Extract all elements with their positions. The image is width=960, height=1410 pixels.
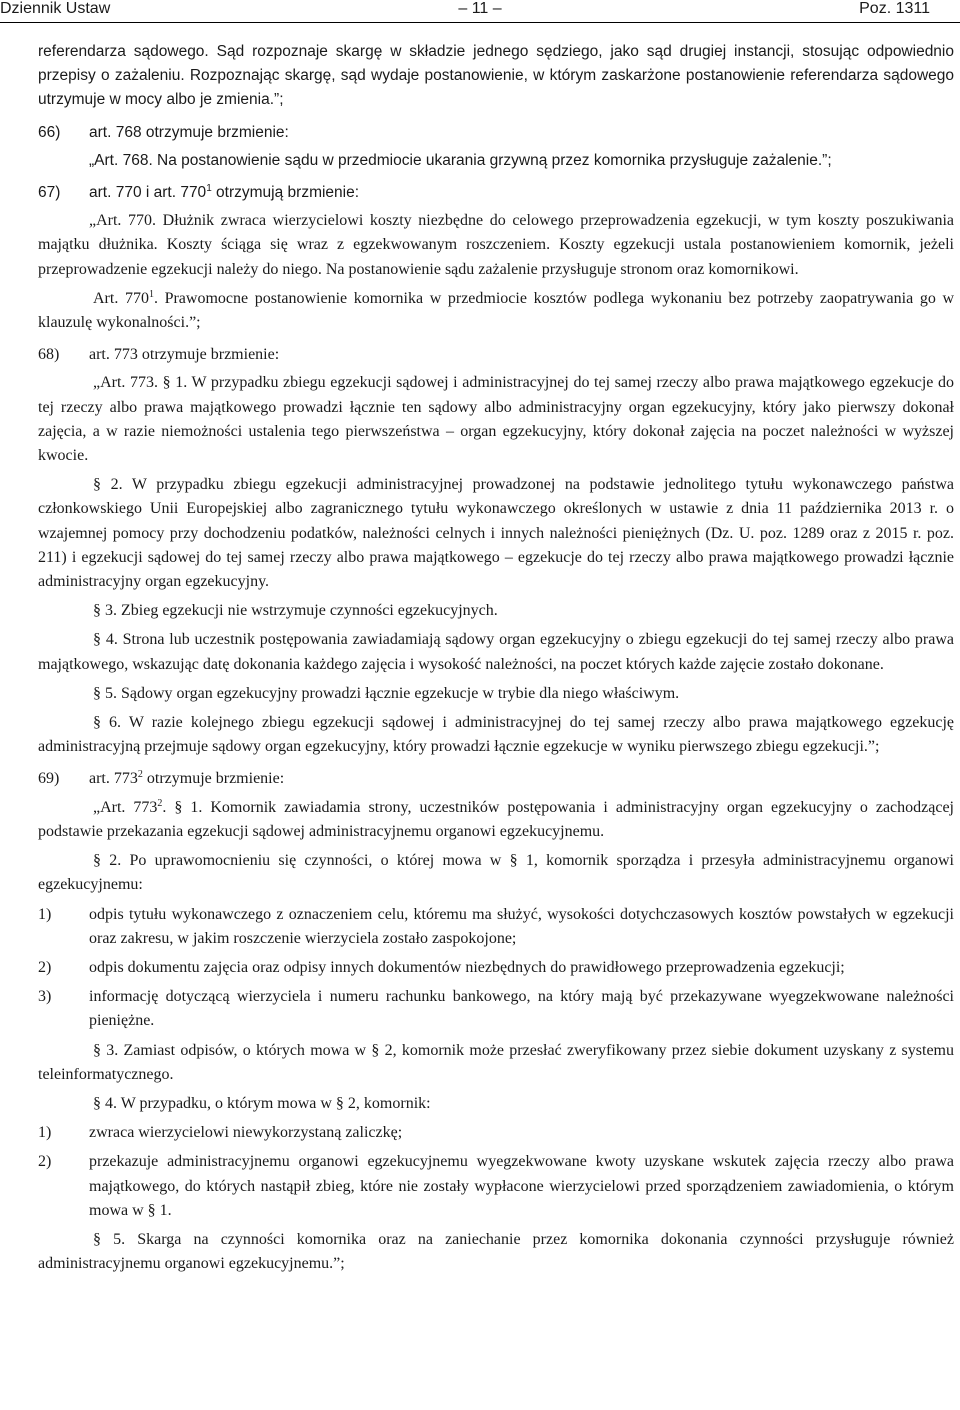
article-770: „Art. 770. Dłużnik zwraca wierzycielowi koszty niezbędne do celowego przeprowadzenia egzekucji, w tym koszty poszukiwania majątku dłużnika. Koszty ściąga się wraz z egzekwowanym roszczeniem. Koszty egzekucji ustala postanowieniem komornik, jeżeli przeprowadzenie egzekucji należy do niego. Na postanowienie sądu zażalenie przysługuje stronom oraz komornikowi. [38,212,954,278]
article-text: . Prawomocne postanowienie komornika w przedmiocie kosztów podlega wykonaniu bez potrzeby zaopatrywania go w klauzulę wykonalności.”; [38,289,954,332]
article-label: „Art. 773 [93,798,158,816]
article-773-2-par-4: § 4. W przypadku, o którym mowa w § 2, komornik: [93,1094,431,1112]
list-text: odpis dokumentu zajęcia oraz odpisy innych dokumentów niezbędnych do prawidłowego przeprowadzenia egzekucji; [89,958,845,976]
journal-name: Dziennik Ustaw [0,0,111,17]
article-773-par-5: § 5. Sądowy organ egzekucyjny prowadzi łącznie egzekucje w trybie dla niego właściwym. [93,684,680,702]
superscript: 2 [137,769,143,781]
list-text: informację dotyczącą wierzyciela i numeru rachunku bankowego, na który mają być przekazywane wyegzekwowane należności pieniężne. [89,988,954,1030]
page-header [0,0,930,24]
list-text: zwraca wierzycielowi niewykorzystaną zaliczkę; [89,1124,403,1142]
list-number: 3) [38,988,52,1006]
page-number: – 11 – [458,0,502,17]
list-item-2 [38,1150,954,1223]
article-770-1 [38,287,954,335]
article-773-par-1: „Art. 773. § 1. W przypadku zbiegu egzekucji sądowej i administracyjnej do tej samej rzeczy albo prawa majątkowego egzekucje do tej rzeczy albo prawa majątkowego prowadzi łącznie ten sądowy albo administracyjny organ egzekucyjny, który jako pierwszy dokonał zajęcia, a w razie niemożności ustalenia tego pierwszeństwa – organ egzekucyjny, który dokonał zajęcia na poczet należności w wyższej kwocie. [38,374,954,465]
header-rule [0,22,960,23]
article-text: . § 1. Komornik zawiadamia strony, uczestników postępowania i administracyjny organ egzekucyjny o zachodzącej podstawie przekazania egzekucji sądowej administracyjnemu organowi egzekucyjnemu. [38,798,954,840]
article-773-2-par-2: § 2. Po uprawomocnieniu się czynności, o której mowa w § 1, komornik sporządza i przesyła administracyjnemu organowi egzekucyjnemu: [38,852,954,894]
article-773-par-4: § 4. Strona lub uczestnik postępowania zawiadamiają sądowy organ egzekucyjny o zbiegu egzekucji do tej samej rzeczy albo prawa majątkowego, wskazując datę dokonania każdego zajęcia i wysokość należności, na poczet których każde zajęcie zostało dokonane. [38,631,954,673]
list-number: 2) [38,1153,52,1171]
list-text: przekazuje administracyjnemu organowi egzekucyjnemu wyegzekwowane kwoty uzyskane wskutek zajęcia rzeczy albo prawa majątkowego, do których nastąpił zbieg, które nie zostały wypłacone wierzycielowi przed sporządzeniem zawiadomienia, o którym mowa w § 1. [89,1153,954,1219]
article-773-2-par-3: § 3. Zamiast odpisów, o których mowa w § 2, komornik może przesłać zweryfikowany przez siebie dokument uzyskany z systemu teleinformatycznego. [38,1041,954,1083]
amendment-68 [38,343,954,367]
article-label: Art. 770 [93,289,149,307]
article-773-par-2: § 2. W przypadku zbiegu egzekucji administracyjnej prowadzonej na podstawie jednolitego tytułu wykonawczego państwa członkowskiego Unii Europejskiej albo zagranicznego tytułu wykonawczego określonych w ustawie z dnia 11 października 2013 r. o wzajemnej pomocy przy dochodzeniu podatków, należności celnych i innych należności pieniężnych (Dz. U. poz. 1289 oraz z 2015 r. poz. 211) i egzekucji sądowej do tej samej rzeczy albo prawa majątkowego – egzekucje do tej rzeczy albo prawa majątkowego prowadzi łącznie administracyjny organ egzekucyjny. [38,476,954,591]
list-item-1 [38,903,954,951]
item-text-tail: otrzymują brzmienie: [211,184,360,202]
article-773-par-6: § 6. W razie kolejnego zbiegu egzekucji sądowej i administracyjnej do tej samej rzeczy albo prawa majątkowego egzekucję administracyjną przejmuje sądowy organ egzekucyjny, który prowadzi łącznie egzekucje w wyniku pierwszego zbiegu egzekucji.”; [38,714,954,756]
item-number: 68) [38,346,60,364]
article-773-2-par-1 [38,796,954,844]
item-text: art. 770 i art. 770 [89,184,207,202]
item-text: art. 773 [89,770,138,788]
list-text: odpis tytułu wykonawczego z oznaczeniem celu, któremu ma służyć, wysokości dotychczasowych kosztów powstałych w egzekucji oraz zakresu, w jakim roszczenie wierzyciela zostało zaspokojone; [89,905,954,947]
article-773-par-3: § 3. Zbieg egzekucji nie wstrzymuje czynności egzekucyjnych. [93,602,498,620]
item-number: 66) [38,123,61,141]
item-number: 67) [38,184,61,202]
position-number: Poz. 1311 [859,0,930,17]
article-773-2-par-5: § 5. Skarga na czynności komornika oraz na zaniechanie przez komornika dokonania czynności przysługuje również administracyjnemu organowi egzekucyjnemu.”; [38,1230,954,1273]
amendment-69 [38,767,954,791]
superscript: 1 [148,288,154,300]
amendment-66 [38,121,954,145]
superscript: 2 [157,797,163,809]
item-number: 69) [38,770,60,788]
item-text: art. 773 otrzymuje brzmienie: [89,346,280,364]
list-number: 1) [38,1124,52,1142]
paragraph-continuation: referendarza sądowego. Sąd rozpoznaje skargę w składzie jednego sędziego, jako sąd drugiej instancji, stosując odpowiednio przepisy o zażaleniu. Rozpoznając skargę, sąd wydaje postanowienie, w którym zaskarżone postanowienie referendarza sądowego utrzymuje w mocy albo je zmienia.”; [38,43,954,109]
list-number: 1) [38,905,52,923]
item-text-tail: otrzymuje brzmienie: [142,770,285,788]
list-item-1 [38,1121,954,1145]
item-text: art. 768 otrzymuje brzmienie: [89,123,289,141]
list-item-3 [38,985,954,1033]
document-body [38,40,954,1281]
article-768: „Art. 768. Na postanowienie sądu w przedmiocie ukarania grzywną przez komornika przysługuje zażalenie.”; [89,151,832,169]
superscript: 1 [206,183,212,195]
list-item-2 [38,956,954,980]
list-number: 2) [38,958,52,976]
amendment-67 [38,181,954,205]
